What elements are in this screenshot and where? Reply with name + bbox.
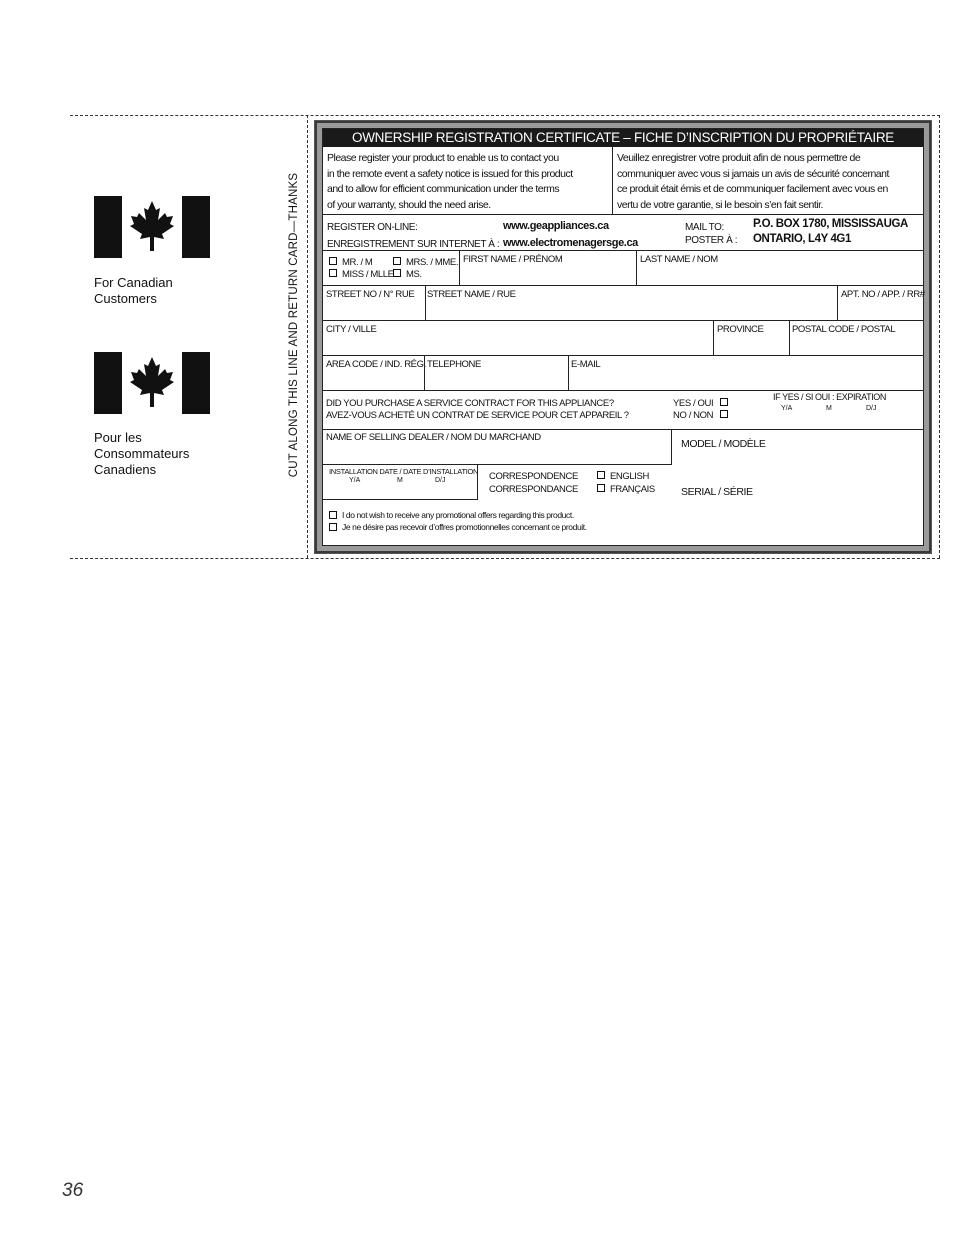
title-ms-checkbox[interactable]: MS. — [393, 269, 422, 280]
correspondence-label-fr: CORRESPONDANCE — [489, 484, 578, 495]
card-title: OWNERSHIP REGISTRATION CERTIFICATE – FICHE D’INSCRIPTION DU PROPRIÉTAIRE — [323, 129, 923, 147]
checkbox-icon — [597, 484, 605, 492]
divider — [323, 429, 923, 430]
registration-card — [322, 128, 924, 546]
expiration-label: IF YES / SI OUI : EXPIRATION — [773, 392, 886, 402]
divider — [612, 147, 613, 214]
divider — [636, 250, 637, 285]
checkbox-icon — [393, 269, 401, 277]
installation-d: D/J — [435, 477, 446, 484]
english-caption: For Canadian Customers — [94, 275, 173, 306]
model-field[interactable]: MODEL / MODÈLE — [681, 438, 766, 450]
cut-line-top — [70, 115, 940, 116]
divider — [424, 355, 425, 390]
divider — [568, 355, 569, 390]
divider — [323, 320, 923, 321]
cut-instruction: CUT ALONG THIS LINE AND RETURN CARD—THANKS — [288, 172, 300, 478]
divider — [323, 355, 923, 356]
expiration-y: Y/A — [781, 405, 793, 412]
francais-checkbox[interactable]: FRANÇAIS — [597, 484, 655, 495]
checkbox-icon — [393, 257, 401, 265]
canadian-flag-icon — [94, 196, 210, 258]
mail-to-label: MAIL TO: — [685, 222, 724, 233]
checkbox-icon — [720, 410, 728, 418]
last-name-field[interactable]: LAST NAME / NOM — [640, 254, 718, 265]
divider — [323, 390, 923, 391]
mail-address-line-2: ONTARIO, L4Y 4G1 — [753, 233, 851, 245]
checkbox-icon — [329, 523, 337, 531]
register-online-link[interactable]: www.geappliances.ca — [503, 220, 609, 232]
checkbox-icon — [720, 398, 728, 406]
register-online-link-fr[interactable]: www.electromenagersge.ca — [503, 237, 638, 249]
first-name-field[interactable]: FIRST NAME / PRÉNOM — [463, 254, 563, 265]
divider — [323, 214, 923, 215]
installation-y: Y/A — [349, 477, 361, 484]
expiration-d: D/J — [866, 405, 877, 412]
cut-line-right — [939, 115, 940, 558]
divider — [713, 320, 714, 355]
installation-date-field[interactable]: INSTALLATION DATE / DATE D’INSTALLATION — [329, 467, 479, 476]
checkbox-icon — [597, 471, 605, 479]
english-checkbox[interactable]: ENGLISH — [597, 471, 649, 482]
cut-line-bottom — [70, 558, 940, 559]
divider — [477, 464, 478, 499]
checkbox-icon — [329, 269, 337, 277]
promo-opt-out-checkbox-fr[interactable]: Je ne désire pas recevoir d’offres promotionnelles concernant ce produit. — [329, 522, 587, 533]
divider — [789, 320, 790, 355]
divider — [459, 250, 460, 285]
no-non-checkbox[interactable]: NO / NON — [673, 410, 733, 421]
serial-field[interactable]: SERIAL / SÉRIE — [681, 486, 753, 498]
correspondence-label: CORRESPONDENCE — [489, 471, 578, 482]
checkbox-icon — [329, 511, 337, 519]
expiration-m: M — [826, 405, 832, 412]
divider — [425, 285, 426, 320]
french-caption: Pour les Consommateurs Canadiens — [94, 430, 190, 477]
city-field[interactable]: CITY / VILLE — [326, 324, 377, 335]
mail-to-label-fr: POSTER À : — [685, 235, 738, 246]
canadian-flag-icon — [94, 352, 210, 414]
service-contract-question-fr: AVEZ-VOUS ACHETÉ UN CONTRAT DE SERVICE POUR CET APPAREIL ? — [326, 410, 629, 421]
area-code-field[interactable]: AREA CODE / IND. RÉG. — [326, 359, 426, 370]
divider — [323, 499, 478, 500]
title-mr-checkbox[interactable]: MR. / M — [329, 257, 372, 268]
divider — [837, 285, 838, 320]
divider — [323, 250, 923, 251]
divider — [323, 285, 923, 286]
checkbox-icon — [329, 257, 337, 265]
divider — [323, 464, 672, 465]
page-number: 36 — [62, 1180, 84, 1201]
mail-address-line-1: P.O. BOX 1780, MISSISSAUGA — [753, 218, 908, 230]
email-field[interactable]: E-MAIL — [571, 359, 601, 370]
cut-line-middle — [307, 115, 308, 558]
register-online-label-fr: ENREGISTREMENT SUR INTERNET À : — [327, 239, 500, 250]
apt-no-field[interactable]: APT. NO / APP. / RR# — [841, 289, 925, 300]
service-contract-question: DID YOU PURCHASE A SERVICE CONTRACT FOR THIS APPLIANCE? — [326, 398, 614, 409]
yes-oui-checkbox[interactable]: YES / OUI — [673, 398, 733, 409]
title-mrs-checkbox[interactable]: MRS. / MME. — [393, 257, 458, 268]
street-no-field[interactable]: STREET NO / N° RUE — [326, 289, 415, 300]
intro-english: Please register your product to enable us to contact you in the remote event a safety notice is issued for this product and to allow for efficient communication under the terms of your warranty, should the need arise. — [327, 152, 573, 211]
register-online-label: REGISTER ON-LINE: — [327, 222, 418, 233]
intro-french: Veuillez enregistrer votre produit afin de nous permettre de communiquer avec vous si jamais un avis de sécurité concernant ce produit était émis et de communiquer facilement avec vous en vertu de votre garantie, si le besoin s’en fait sentir. — [617, 152, 889, 211]
telephone-field[interactable]: TELEPHONE — [427, 359, 481, 370]
divider — [671, 429, 672, 464]
street-name-field[interactable]: STREET NAME / RUE — [427, 289, 516, 300]
promo-opt-out-checkbox[interactable]: I do not wish to receive any promotional offers regarding this product. — [329, 510, 574, 521]
province-field[interactable]: PROVINCE — [717, 324, 764, 335]
title-miss-checkbox[interactable]: MISS / MLLE. — [329, 269, 396, 280]
postal-code-field[interactable]: POSTAL CODE / POSTAL — [792, 324, 896, 335]
selling-dealer-field[interactable]: NAME OF SELLING DEALER / NOM DU MARCHAND — [326, 432, 541, 443]
installation-m: M — [397, 477, 403, 484]
